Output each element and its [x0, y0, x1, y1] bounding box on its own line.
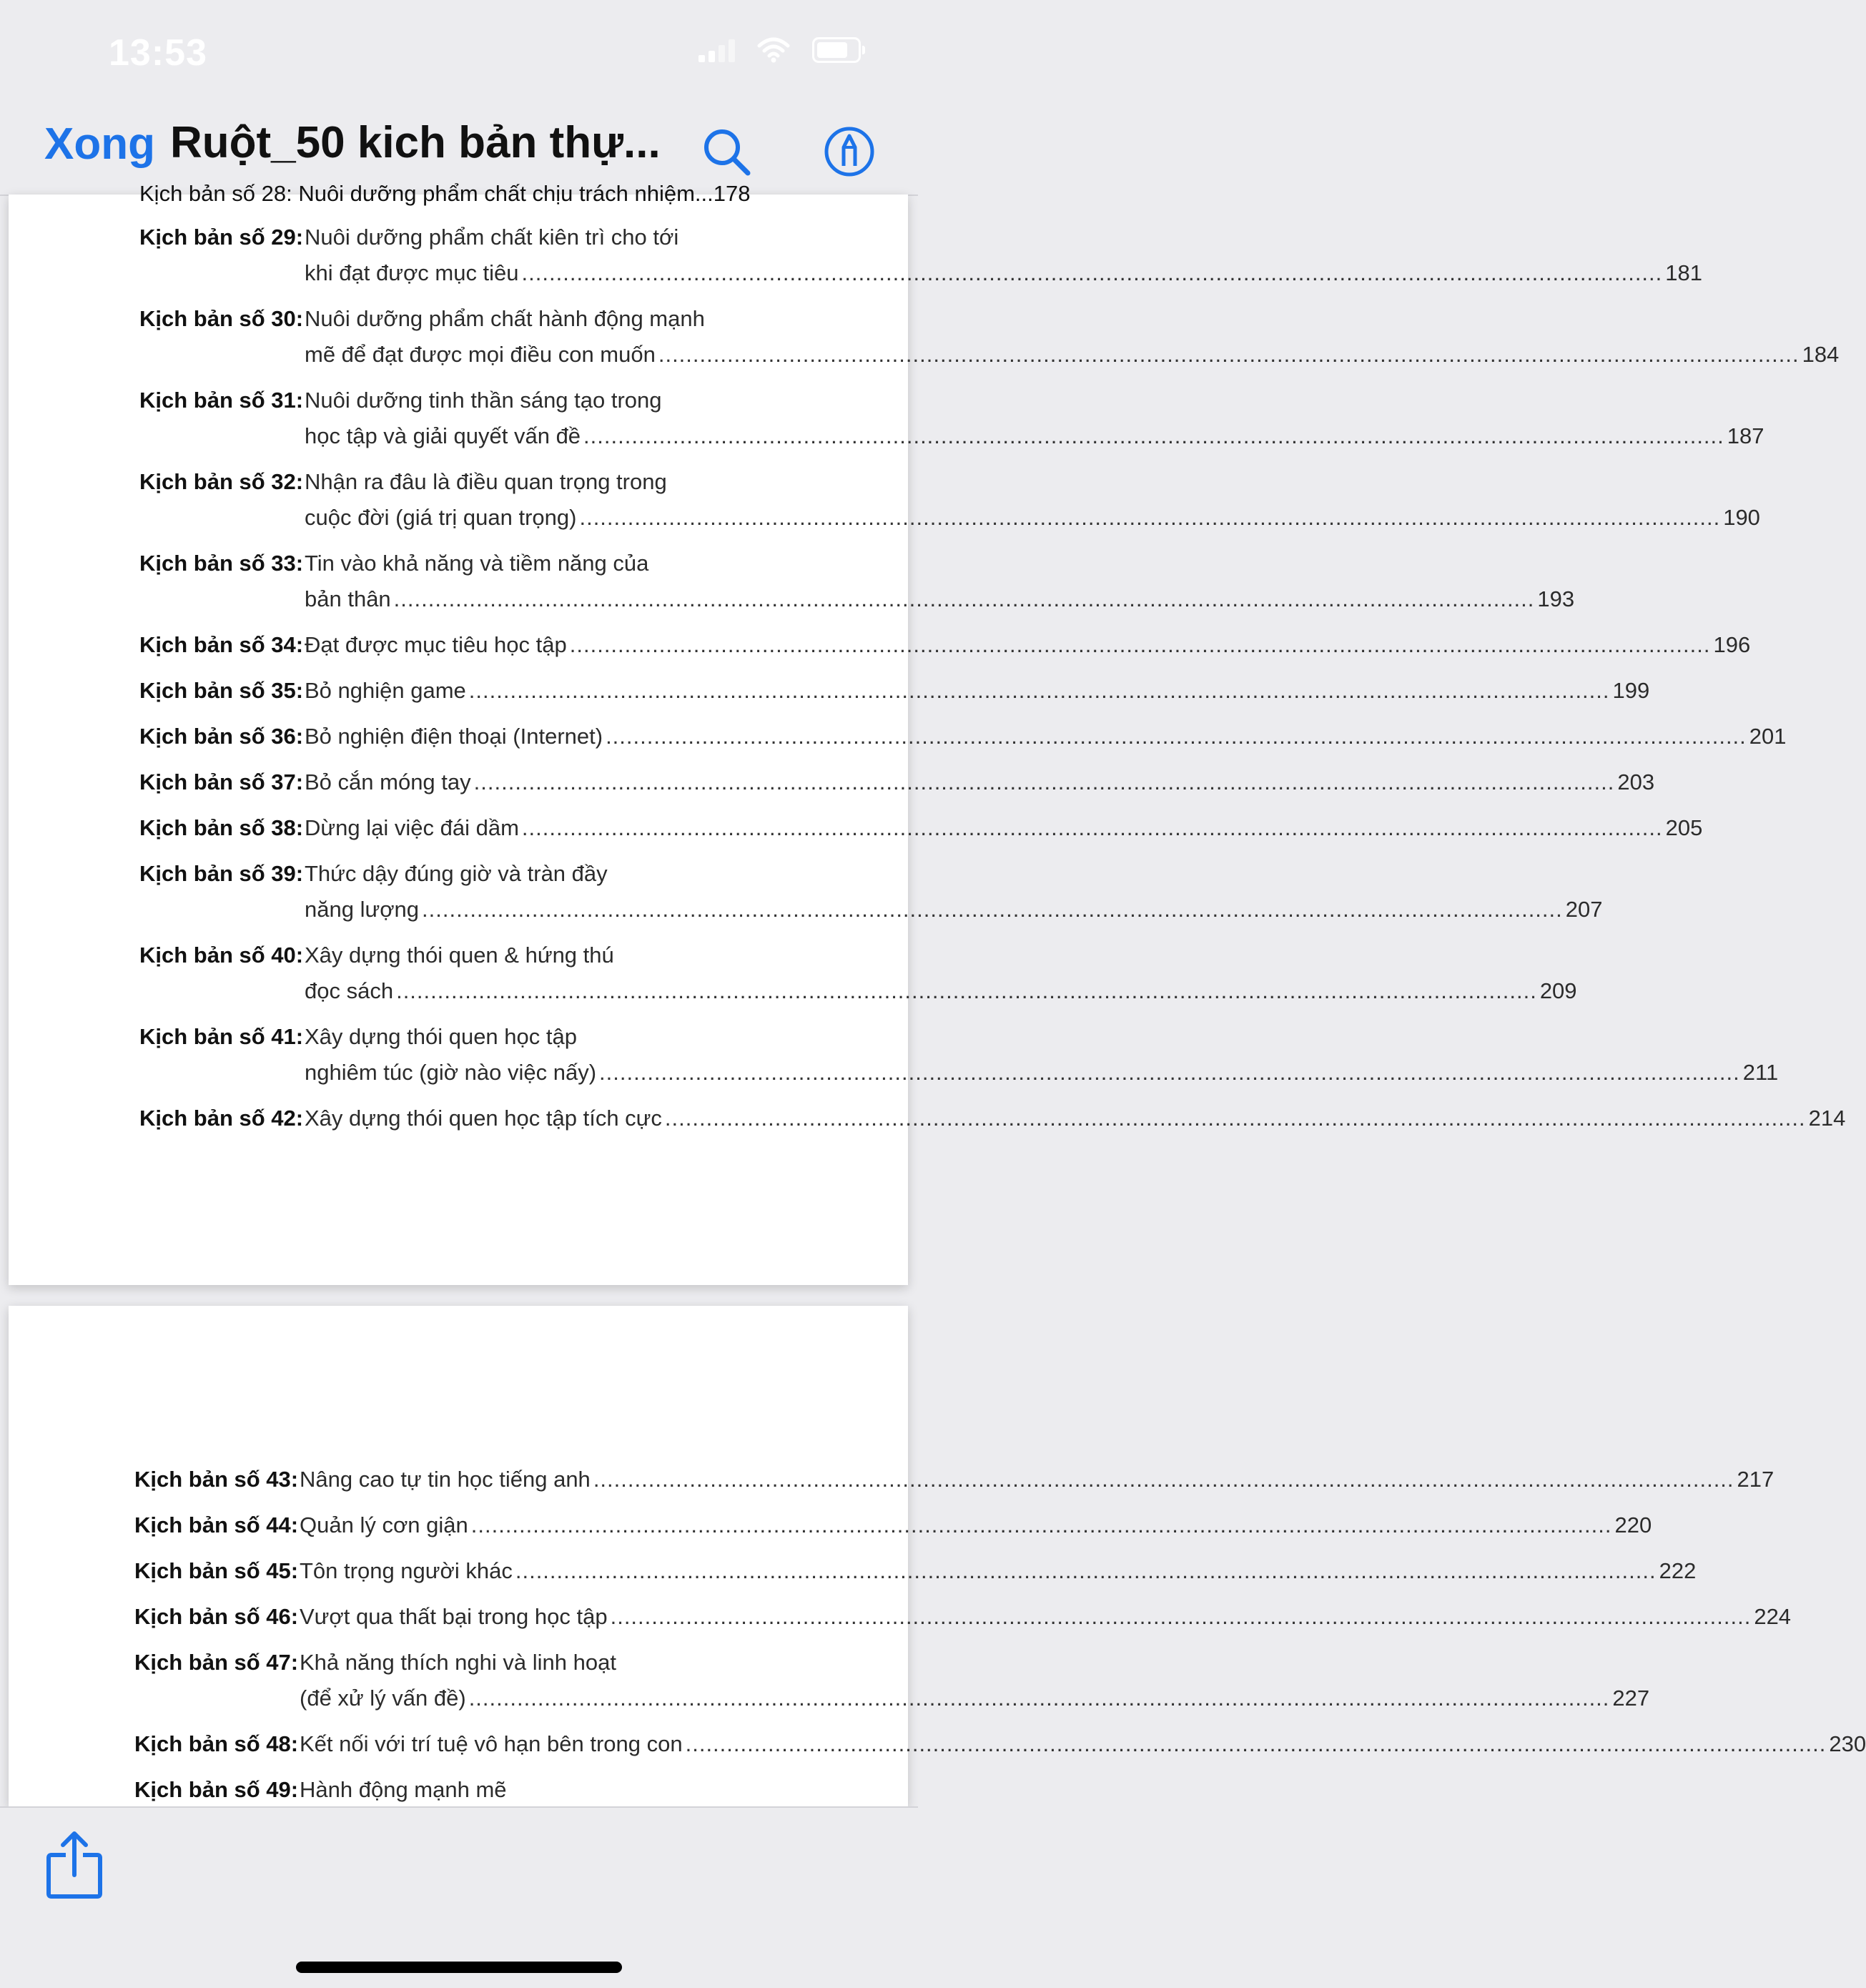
toc-entry-title-cont: mẽ để đạt được mọi điều con muốn: [305, 342, 656, 367]
status-bar: [0, 0, 918, 107]
pdf-page-1[interactable]: [9, 181, 1846, 1285]
toc-entry-label: Kịch bản số 43:: [134, 1467, 299, 1492]
toc-entry[interactable]: [139, 220, 1703, 291]
toc-entry-label: Kịch bản số 29:: [139, 225, 304, 250]
toc-page-number: 220: [1614, 1512, 1652, 1537]
toc-entry-title-cont: nghiêm túc (giờ nào việc nấy): [305, 1060, 597, 1085]
toc-entry[interactable]: [139, 764, 1655, 800]
toc-entry-title: Kết nối với trí tuệ vô hạn bên trong con: [300, 1731, 683, 1756]
toc-entry[interactable]: [139, 938, 1577, 1009]
toc-entry-title: Bỏ nghiện điện thoại (Internet): [305, 724, 603, 749]
toc-entry-title: Thức dậy đúng giờ và tràn đầy: [305, 861, 608, 886]
toc-page-number: 214: [1808, 1106, 1846, 1131]
toc-page-number: 181: [1665, 260, 1703, 285]
toc-entry-label: Kịch bản số 49:: [134, 1777, 299, 1802]
toc-partial-text: Kịch bản số 28: Nuôi dưỡng phẩm chất chịu trách nhiệm...178: [139, 181, 751, 206]
toc-entry-title: Tin vào khả năng và tiềm năng của: [305, 551, 649, 576]
toc-page-number: 217: [1737, 1467, 1774, 1492]
toc-entry-title: Bỏ nghiện game: [305, 678, 466, 703]
toc-entry[interactable]: [139, 627, 1751, 663]
toc-page-number: 224: [1754, 1604, 1792, 1629]
toc-entry-label: Kịch bản số 38:: [139, 815, 304, 840]
home-indicator[interactable]: [296, 1962, 622, 1973]
toc-entry-title: Nuôi dưỡng tinh thần sáng tạo trong: [305, 388, 662, 413]
bottom-toolbar: [0, 1806, 918, 1988]
toc-entry[interactable]: [134, 1507, 1652, 1543]
toc-entry-title: Bỏ cắn móng tay: [305, 769, 471, 794]
toc-entry-title: Nhận ra đâu là điều quan trọng trong: [305, 469, 667, 494]
toc-entry[interactable]: [139, 1019, 1779, 1091]
toc-page-number: 203: [1617, 769, 1655, 794]
toc-page-number: 190: [1723, 505, 1760, 530]
toc-entry[interactable]: [134, 1553, 1697, 1589]
toc-entry[interactable]: [139, 810, 1703, 846]
toc-entry-title-cont: cuộc đời (giá trị quan trọng): [305, 505, 577, 530]
toc-entry-title: Đạt được mục tiêu học tập: [305, 632, 567, 657]
share-icon[interactable]: [44, 1829, 104, 1901]
toc-entry-label: Kịch bản số 32:: [139, 469, 304, 494]
toc-page-number: 227: [1612, 1686, 1650, 1711]
toc-entry-title: Nuôi dưỡng phẩm chất kiên trì cho tới: [305, 225, 679, 250]
toc-entry-title-cont: khi đạt được mục tiêu: [305, 260, 519, 285]
wifi-icon: [756, 37, 791, 63]
toc-page-number: 205: [1665, 815, 1703, 840]
pdf-page-2[interactable]: [9, 1306, 1866, 1806]
cellular-signal-icon: [698, 38, 735, 62]
toc-page-number: 196: [1713, 632, 1751, 657]
toc-entry[interactable]: [139, 383, 1764, 454]
toc-entry[interactable]: [139, 1101, 1846, 1136]
toc-entry-label: Kịch bản số 36:: [139, 724, 304, 749]
toc-entry-label: Kịch bản số 31:: [139, 388, 304, 413]
toc-page-number: 211: [1742, 1060, 1779, 1085]
toc-page-number: 207: [1565, 897, 1603, 922]
status-icons: [698, 37, 861, 63]
toc-entry-label: Kịch bản số 37:: [139, 769, 304, 794]
toc-entry[interactable]: [139, 856, 1603, 927]
toc-entry-label: Kịch bản số 44:: [134, 1512, 299, 1537]
status-time: 13:53: [109, 32, 207, 74]
toc-entry-title: Dừng lại việc đái dầm: [305, 815, 519, 840]
toc-entry-label: Kịch bản số 34:: [139, 632, 304, 657]
toc-entry-title-cont: đọc sách: [305, 978, 394, 1003]
document-title[interactable]: Ruột_50 kich bản thự...: [170, 118, 661, 167]
toc-page-number: 209: [1539, 978, 1577, 1003]
toc-entry[interactable]: [134, 1772, 782, 1808]
toc-entry[interactable]: [139, 464, 1760, 536]
toc-page-number: 230: [1829, 1731, 1866, 1756]
toc-page-number: 187: [1727, 423, 1764, 448]
toc-entry-label: Kịch bản số 47:: [134, 1650, 299, 1675]
toc-entry-title-cont: học tập và giải quyết vấn đề: [305, 423, 581, 448]
markup-pen-icon[interactable]: [821, 123, 878, 180]
toc-entry[interactable]: [139, 301, 1840, 373]
toc-entry-title: Hành động mạnh mẽ: [300, 1777, 507, 1802]
toc-entry-title: Tôn trọng người khác: [300, 1558, 513, 1583]
toc-entry[interactable]: [134, 1599, 1792, 1635]
done-button[interactable]: Xong: [44, 119, 155, 169]
toc-page-number: 201: [1749, 724, 1787, 749]
toc-entry[interactable]: [134, 1645, 1650, 1716]
toc-entry-title: Vượt qua thất bại trong học tập: [300, 1604, 608, 1629]
toc-entry[interactable]: [134, 1726, 1866, 1762]
toc-entry-title: Xây dựng thói quen & hứng thú: [305, 943, 614, 968]
toc-entry-label: Kịch bản số 42:: [139, 1106, 304, 1131]
toc-page-number: 184: [1802, 342, 1840, 367]
toc-entry-title: Xây dựng thói quen học tập: [305, 1024, 577, 1049]
toc-entry-label: Kịch bản số 35:: [139, 678, 304, 703]
toc-entry-label: Kịch bản số 46:: [134, 1604, 299, 1629]
toc-entry-label: Kịch bản số 41:: [139, 1024, 304, 1049]
toc-entry-title: Nuôi dưỡng phẩm chất hành động mạnh: [305, 306, 705, 331]
toc-entry-label: Kịch bản số 39:: [139, 861, 304, 886]
toc-entry-label: Kịch bản số 33:: [139, 551, 304, 576]
toc-entry-title-cont: bản thân: [305, 586, 391, 611]
toc-entry[interactable]: [134, 1462, 1774, 1497]
toc-entry[interactable]: [139, 673, 1650, 709]
toc-entry-label: Kịch bản số 48:: [134, 1731, 299, 1756]
toc-entry-title: Xây dựng thói quen học tập tích cực: [305, 1106, 662, 1131]
toc-entry-label: Kịch bản số 40:: [139, 943, 304, 968]
toc-entry-title-cont: năng lượng: [305, 897, 420, 922]
toc-entry-label: Kịch bản số 45:: [134, 1558, 299, 1583]
toc-entry-title: Quản lý cơn giận: [300, 1512, 468, 1537]
battery-icon: [812, 37, 861, 63]
toc-entry[interactable]: [139, 719, 1787, 754]
search-icon[interactable]: [698, 123, 755, 180]
toc-page-number: 193: [1537, 586, 1575, 611]
toc-page-number: 199: [1612, 678, 1650, 703]
toc-entry-title: Nâng cao tự tin học tiếng anh: [300, 1467, 591, 1492]
toc-entry-title: Khả năng thích nghi và linh hoạt: [300, 1650, 616, 1675]
toc-entry-title-cont: (để xử lý vấn đề): [300, 1686, 466, 1711]
toc-page-number: 222: [1659, 1558, 1697, 1583]
toc-entry-label: Kịch bản số 30:: [139, 306, 304, 331]
toc-entry[interactable]: [139, 546, 1575, 617]
